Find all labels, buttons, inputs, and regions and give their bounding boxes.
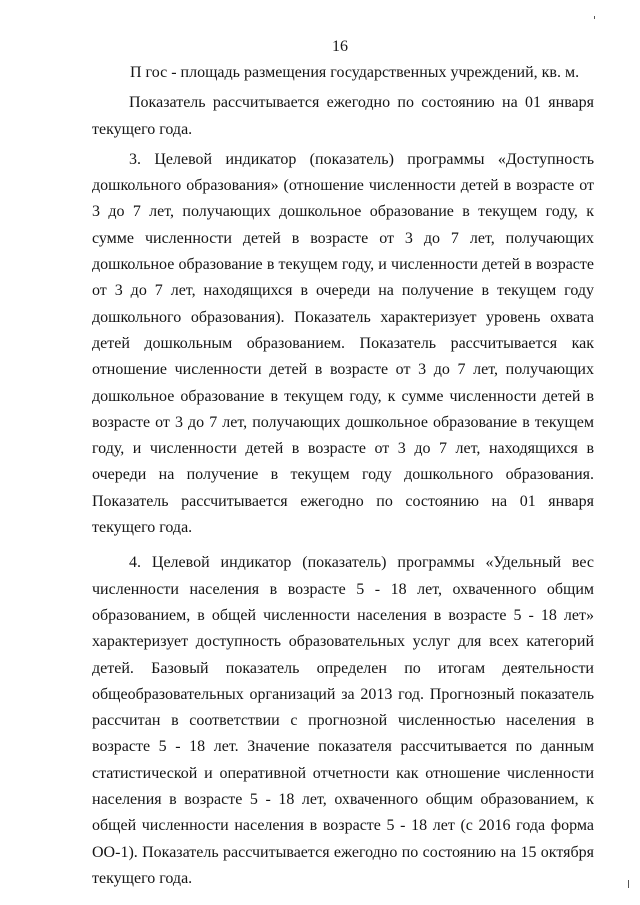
scan-artifact-mark bbox=[628, 880, 629, 888]
paragraph-indicator-4: 4. Целевой индикатор (показатель) программы «Удельный вес численности населения в возрасте 5 - 18 лет, охваченного общим образованием, в общей численности населения в возрасте 5 - 18 лет» характеризует доступность образовательных услуг для всех категорий детей. Базовый показатель определен по итогам деятельности общеобразовательных организаций за 2013 год. Прогнозный показатель рассчитан в соответствии с прогнозной численностью населения в возрасте 5 - 18 лет. Значение показателя рассчитывается по данным статистической и оперативной отчетности как отношение численности населения в возрасте 5 - 18 лет, охваченного общим образованием, к общей численности населения в возрасте 5 - 18 лет (с 2016 года форма ОО-1). Показатель рассчитывается ежегодно по состоянию на 15 октября текущего года. bbox=[92, 554, 594, 887]
page-number: 16 bbox=[332, 38, 348, 55]
paragraph-definition: П гос - площадь размещения государственных учреждений, кв. м. bbox=[130, 64, 580, 81]
paragraph-indicator-3: 3. Целевой индикатор (показатель) программы «Доступность дошкольного образования» (отношение численности детей в возрасте от 3 до 7 лет, получающих дошкольное образование в текущем году, к сумме численности детей в возрасте от 3 до 7 лет, получающих дошкольное образование в текущем году, и численности детей в возрасте от 3 до 7 лет, находящихся в очереди на получение в текущем году дошкольного образования). Показатель характеризует уровень охвата детей дошкольным образованием. Показатель рассчитывается как отношение численности детей в возрасте от 3 до 7 лет, получающих дошкольное образование в текущем году, к сумме численности детей в возрасте от 3 до 7 лет, получающих дошкольное образование в текущем году, и численности детей в возрасте от 3 до 7 лет, находящихся в очереди на получение в текущем году дошкольного образования. Показатель рассчитывается ежегодно по состоянию на 01 января текущего года. bbox=[92, 150, 594, 537]
paragraph-calculation-date: Показатель рассчитывается ежегодно по состоянию на 01 января текущего года. bbox=[92, 94, 594, 138]
scan-artifact-mark bbox=[594, 16, 595, 19]
document-body bbox=[92, 60, 594, 892]
